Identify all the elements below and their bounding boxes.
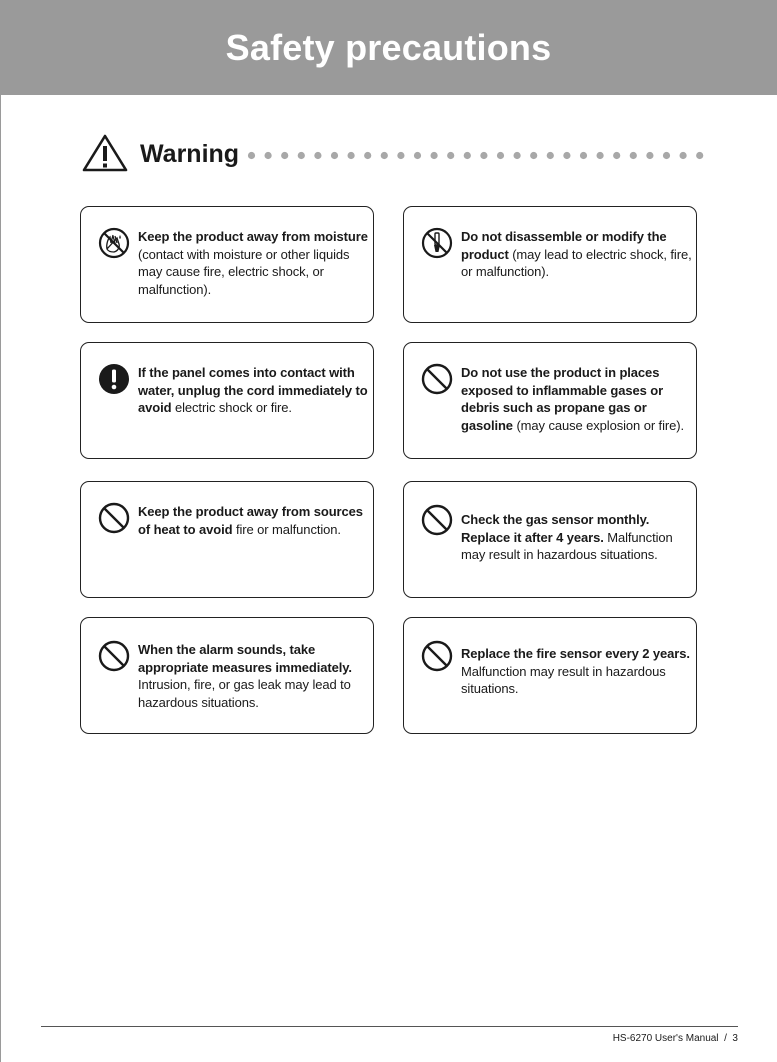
prohibition-icon xyxy=(98,640,130,672)
decorative-dot xyxy=(480,152,487,159)
card-text xyxy=(461,228,692,281)
card-text xyxy=(138,364,369,417)
card-text xyxy=(138,641,369,711)
page-header xyxy=(0,0,777,95)
decorative-dot xyxy=(696,152,703,159)
decorative-dot xyxy=(248,152,255,159)
warning-card xyxy=(403,481,697,598)
card-normal-text: Intrusion, fire, or gas leak may lead to hazardous situations. xyxy=(138,677,351,710)
card-bold-text: Keep the product away from sources of heat to avoid xyxy=(138,504,363,537)
decorative-dot xyxy=(414,152,421,159)
card-bold-text: When the alarm sounds, take appropriate measures immediately. xyxy=(138,642,352,675)
decorative-dot xyxy=(397,152,404,159)
footer-page-label: HS-6270 User's Manual / 3 xyxy=(612,1033,738,1044)
warning-card xyxy=(80,342,374,459)
card-text xyxy=(461,364,692,434)
card-text xyxy=(138,503,369,538)
no-disassemble-icon xyxy=(421,227,453,259)
decorative-dot xyxy=(381,152,388,159)
card-bold-text: Keep the product away from moisture xyxy=(138,229,368,244)
decorative-dot xyxy=(580,152,587,159)
decorative-dot xyxy=(530,152,537,159)
decorative-dot xyxy=(431,152,438,159)
decorative-dot xyxy=(563,152,570,159)
warning-card xyxy=(403,342,697,459)
card-normal-text: (may lead to electric shock, fire, or malfunction). xyxy=(461,246,692,279)
warning-card xyxy=(403,617,697,734)
footer-divider xyxy=(41,1026,738,1027)
card-normal-text: fire or malfunction. xyxy=(232,521,341,537)
decorative-dot xyxy=(447,152,454,159)
decorative-dot xyxy=(680,152,687,159)
card-text xyxy=(461,511,692,564)
prohibition-icon xyxy=(421,363,453,395)
card-normal-text: electric shock or fire. xyxy=(171,400,292,415)
decorative-dot xyxy=(497,152,504,159)
card-bold-text: Replace the fire sensor every 2 years. xyxy=(461,646,690,661)
warning-card xyxy=(80,206,374,323)
decorative-dot xyxy=(514,152,521,159)
mandatory-exclamation-icon xyxy=(98,363,130,395)
decorative-dot xyxy=(298,152,305,159)
decorative-dot-row xyxy=(247,151,707,160)
card-bold-text: Do not disassemble or modify the product xyxy=(461,229,667,262)
page-title: Safety precautions xyxy=(225,26,552,68)
decorative-dot xyxy=(597,152,604,159)
decorative-dot xyxy=(547,152,554,159)
decorative-dot xyxy=(314,152,321,159)
decorative-dot xyxy=(281,152,288,159)
card-normal-text: (contact with moisture or other liquids may cause fire, electric shock, or malfunction). xyxy=(138,246,350,297)
card-bold-text: Do not use the product in places exposed to inflammable gases or debris such as propane gas or gasoline xyxy=(461,365,664,433)
card-bold-text: If the panel comes into contact with water, unplug the cord immediately to avoid xyxy=(138,365,368,415)
warning-card xyxy=(403,206,697,323)
card-normal-text: (may cause explosion or fire). xyxy=(512,417,684,433)
decorative-dot xyxy=(464,152,471,159)
warning-card xyxy=(80,481,374,598)
decorative-dot xyxy=(265,152,272,159)
card-text xyxy=(461,645,692,698)
decorative-dot xyxy=(364,152,371,159)
page-left-border xyxy=(0,0,1,1062)
card-normal-text: Malfunction may result in hazardous situations. xyxy=(461,663,666,696)
warning-card xyxy=(80,617,374,734)
card-bold-text: Check the gas sensor monthly. Replace it after 4 years. xyxy=(461,512,650,545)
decorative-dot xyxy=(630,152,637,159)
section-title: Warning xyxy=(140,140,240,168)
decorative-dot xyxy=(348,152,355,159)
warning-triangle-icon xyxy=(81,133,129,173)
decorative-dot xyxy=(331,152,338,159)
decorative-dot xyxy=(613,152,620,159)
prohibition-icon xyxy=(421,504,453,536)
card-normal-text: Malfunction may result in hazardous situations. xyxy=(461,529,673,562)
decorative-dot xyxy=(646,152,653,159)
no-wet-hands-icon xyxy=(98,227,130,259)
card-text xyxy=(138,228,369,298)
decorative-dot xyxy=(663,152,670,159)
prohibition-icon xyxy=(421,640,453,672)
prohibition-icon xyxy=(98,502,130,534)
